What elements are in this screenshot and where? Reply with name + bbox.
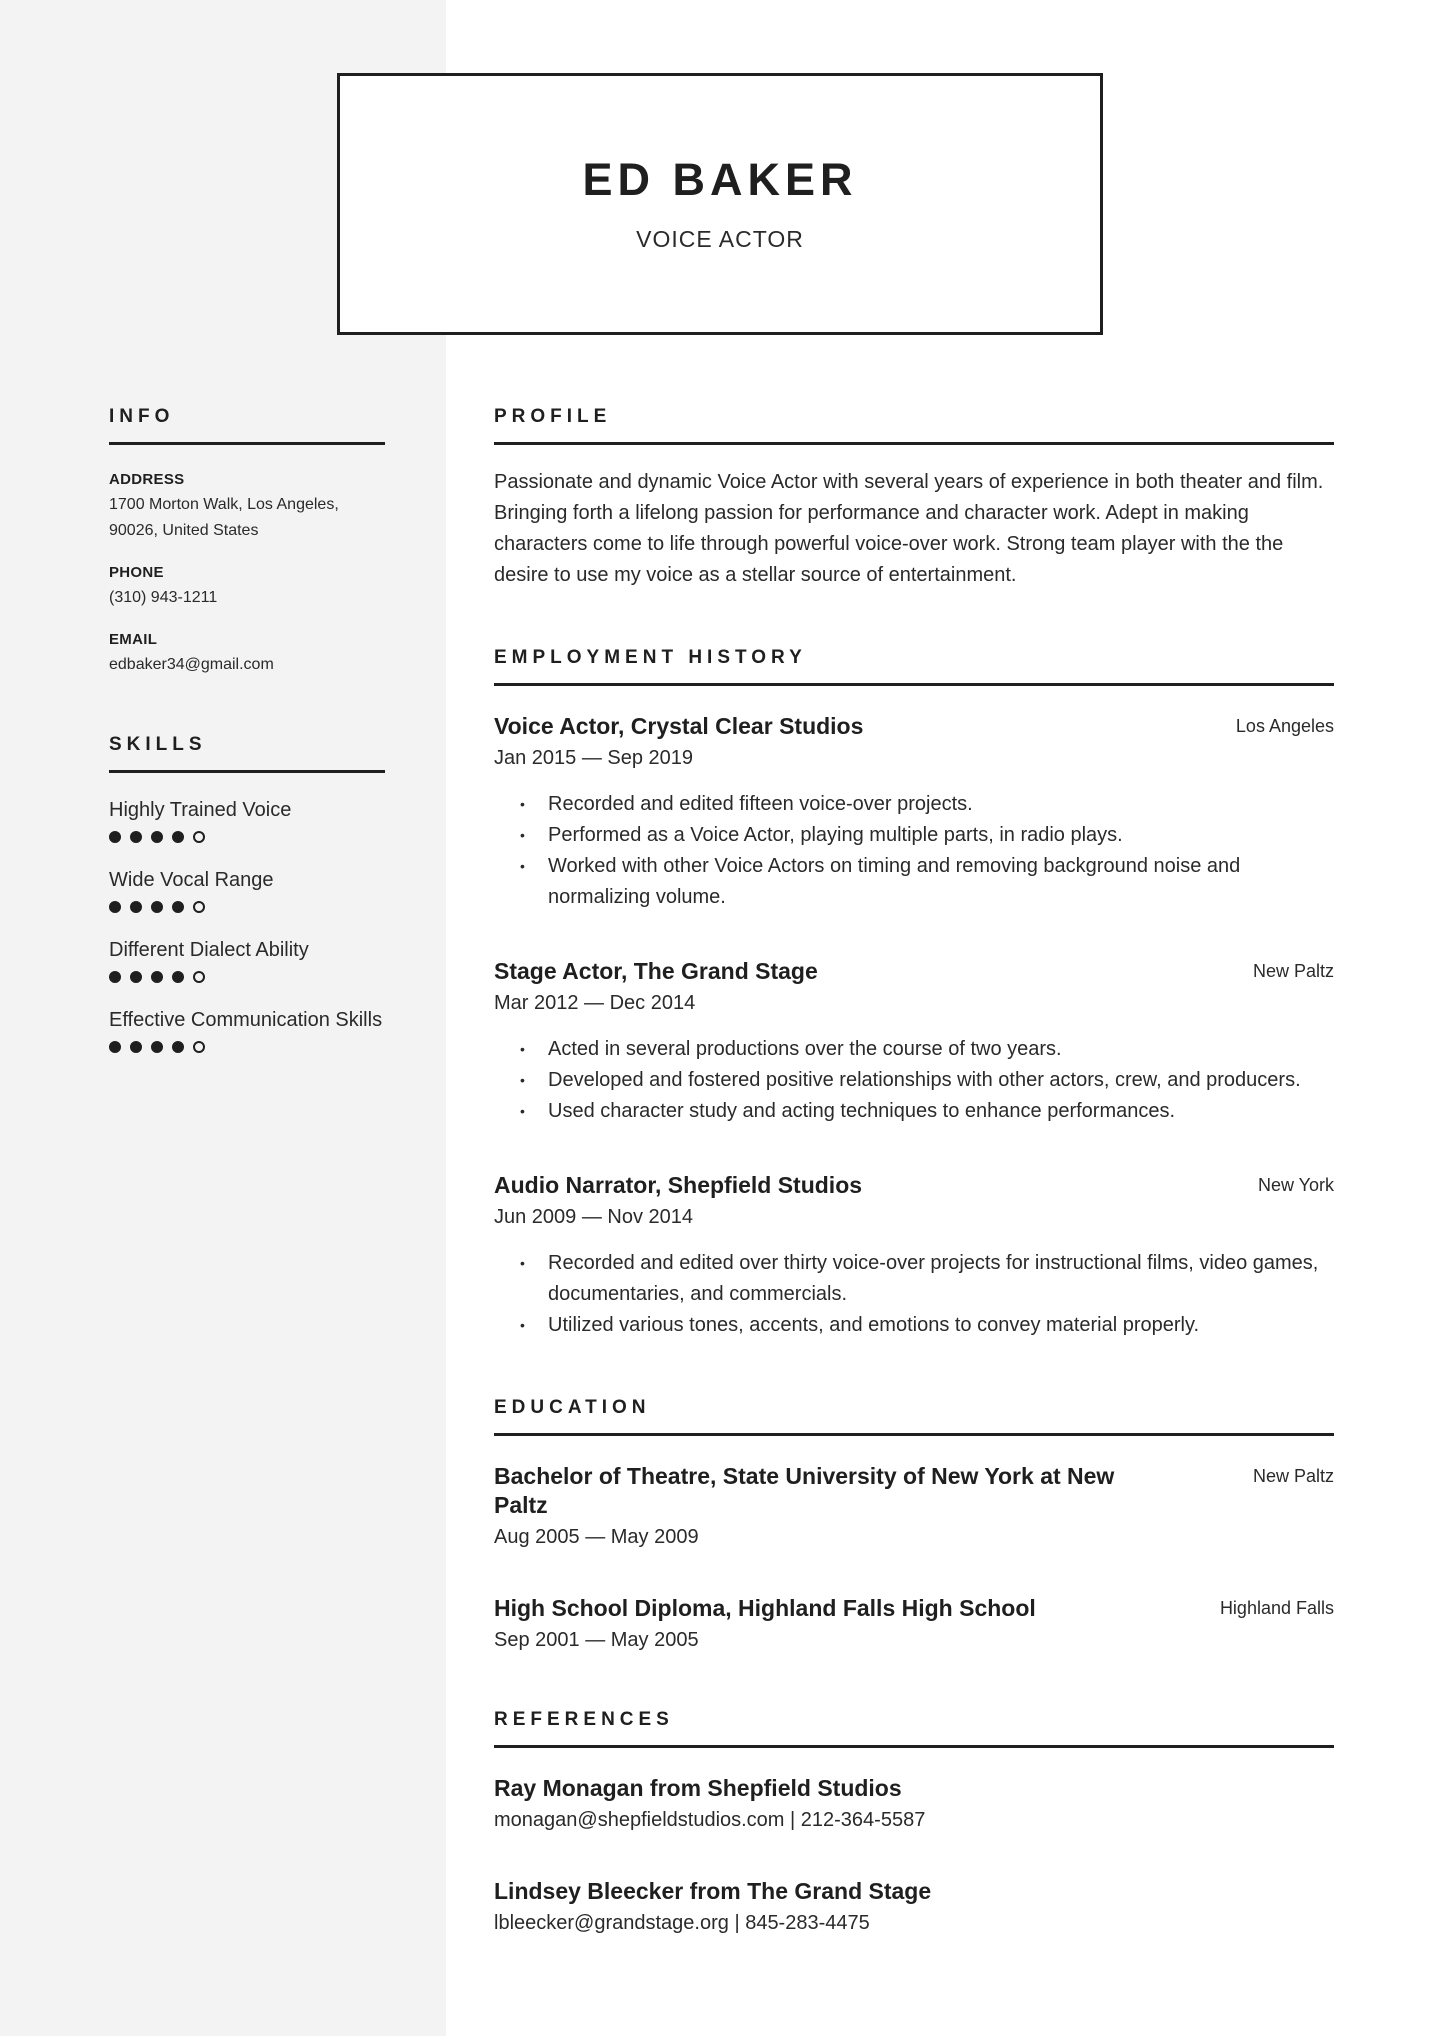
- filled-dot-icon: [151, 901, 163, 913]
- sidebar: [109, 406, 385, 1053]
- phone-label: PHONE: [109, 564, 164, 581]
- info-section: [109, 406, 385, 678]
- address-block: [109, 471, 385, 544]
- filled-dot-icon: [130, 831, 142, 843]
- bullet-item: • Used character study and acting techniques to enhance performances.: [494, 1096, 1334, 1127]
- bullet-item: • Worked with other Voice Actors on timing and removing background noise and normalizing volume.: [494, 851, 1334, 913]
- skill-item: [109, 1007, 385, 1053]
- resume-header: [337, 73, 1103, 335]
- skills-section: [109, 734, 385, 1053]
- job-location: New Paltz: [1252, 961, 1334, 981]
- bullet-item: • Acted in several productions over the course of two years.: [494, 1034, 1334, 1065]
- reference-contact: lbleecker@grandstage.org | 845-283-4475: [494, 1912, 870, 1934]
- filled-dot-icon: [151, 1041, 163, 1053]
- bullet-item: • Performed as a Voice Actor, playing multiple parts, in radio plays.: [494, 820, 1334, 851]
- skill-level-dots: [109, 971, 385, 983]
- skill-level-dots: [109, 1041, 385, 1053]
- skill-name: Wide Vocal Range: [109, 869, 274, 891]
- address-line-1: 1700 Morton Walk, Los Angeles,: [109, 496, 339, 513]
- job-location: New York: [1257, 1175, 1334, 1195]
- filled-dot-icon: [109, 1041, 121, 1053]
- job-entry: [494, 712, 1334, 913]
- reference-entry: [494, 1774, 1334, 1833]
- email-block: [109, 631, 385, 678]
- education-dates: Sep 2001 — May 2005: [494, 1629, 699, 1651]
- education-title: High School Diploma, Highland Falls High School: [494, 1595, 1036, 1621]
- filled-dot-icon: [172, 971, 184, 983]
- education-location: Highland Falls: [1219, 1598, 1334, 1618]
- education-section: [494, 1397, 1334, 1653]
- filled-dot-icon: [109, 901, 121, 913]
- email-label: EMAIL: [109, 631, 158, 648]
- filled-dot-icon: [151, 971, 163, 983]
- job-title: Stage Actor, The Grand Stage: [494, 958, 818, 984]
- job-entry: [494, 1171, 1334, 1341]
- employment-heading: EMPLOYMENT HISTORY: [494, 647, 1334, 686]
- job-title: Audio Narrator, Shepfield Studios: [494, 1172, 863, 1198]
- main-content: [494, 406, 1334, 1936]
- candidate-title: VOICE ACTOR: [636, 226, 804, 252]
- employment-section: [494, 647, 1334, 1341]
- filled-dot-icon: [130, 901, 142, 913]
- address-label: ADDRESS: [109, 471, 185, 488]
- job-title: Voice Actor, Crystal Clear Studios: [494, 713, 864, 739]
- job-dates: Jun 2009 — Nov 2014: [494, 1206, 694, 1228]
- education-title: Bachelor of Theatre, State University of New York at New Paltz: [494, 1463, 1115, 1518]
- skills-heading: SKILLS: [109, 734, 385, 773]
- filled-dot-icon: [172, 901, 184, 913]
- education-heading: EDUCATION: [494, 1397, 1334, 1436]
- filled-dot-icon: [151, 831, 163, 843]
- job-bullets: [494, 789, 1334, 913]
- bullet-item: • Utilized various tones, accents, and emotions to convey material properly.: [494, 1310, 1334, 1341]
- filled-dot-icon: [172, 1041, 184, 1053]
- phone-block: [109, 564, 385, 611]
- education-dates: Aug 2005 — May 2009: [494, 1526, 699, 1548]
- education-location: New Paltz: [1252, 1466, 1334, 1486]
- education-entry: [494, 1462, 1334, 1550]
- filled-dot-icon: [130, 971, 142, 983]
- reference-name: Ray Monagan from Shepfield Studios: [494, 1775, 902, 1801]
- skill-level-dots: [109, 901, 385, 913]
- skill-item: [109, 797, 385, 843]
- address-value: [109, 492, 385, 544]
- skill-level-dots: [109, 831, 385, 843]
- job-dates: Jan 2015 — Sep 2019: [494, 747, 694, 769]
- skill-name: Highly Trained Voice: [109, 799, 292, 821]
- references-heading: REFERENCES: [494, 1709, 1334, 1748]
- info-heading: INFO: [109, 406, 385, 445]
- reference-name: Lindsey Bleecker from The Grand Stage: [494, 1878, 932, 1904]
- profile-text: Passionate and dynamic Voice Actor with several years of experience in both theater and film. Bringing forth a lifelong passion for performance and character work. Adept in making characters come to life through powerful voice-over work. Strong team player with the the desire to use my voice as a stellar source of entertainment.: [494, 471, 1324, 586]
- skill-item: [109, 937, 385, 983]
- job-entry: [494, 957, 1334, 1127]
- education-entry: [494, 1594, 1334, 1653]
- profile-section: [494, 406, 1334, 591]
- bullet-item: • Recorded and edited over thirty voice-over projects for instructional films, video games, documentaries, and commercials.: [494, 1248, 1334, 1310]
- empty-dot-icon: [193, 901, 205, 913]
- job-dates: Mar 2012 — Dec 2014: [494, 992, 696, 1014]
- candidate-name: ED BAKER: [582, 154, 858, 205]
- empty-dot-icon: [193, 971, 205, 983]
- bullet-item: • Developed and fostered positive relationships with other actors, crew, and producers.: [494, 1065, 1334, 1096]
- bullet-item: • Recorded and edited fifteen voice-over projects.: [494, 789, 1334, 820]
- filled-dot-icon: [109, 831, 121, 843]
- email-value: edbaker34@gmail.com: [109, 656, 274, 673]
- phone-value: (310) 943-1211: [109, 589, 218, 606]
- reference-contact: monagan@shepfieldstudios.com | 212-364-5587: [494, 1809, 926, 1831]
- job-bullets: [494, 1034, 1334, 1127]
- filled-dot-icon: [172, 831, 184, 843]
- filled-dot-icon: [109, 971, 121, 983]
- address-line-2: 90026, United States: [109, 522, 259, 539]
- references-section: [494, 1709, 1334, 1936]
- job-bullets: [494, 1248, 1334, 1341]
- skill-item: [109, 867, 385, 913]
- skill-name: Different Dialect Ability: [109, 939, 309, 961]
- profile-heading: PROFILE: [494, 406, 1334, 445]
- job-location: Los Angeles: [1235, 716, 1334, 736]
- filled-dot-icon: [130, 1041, 142, 1053]
- empty-dot-icon: [193, 831, 205, 843]
- empty-dot-icon: [193, 1041, 205, 1053]
- skill-name: Effective Communication Skills: [109, 1009, 383, 1031]
- reference-entry: [494, 1877, 1334, 1936]
